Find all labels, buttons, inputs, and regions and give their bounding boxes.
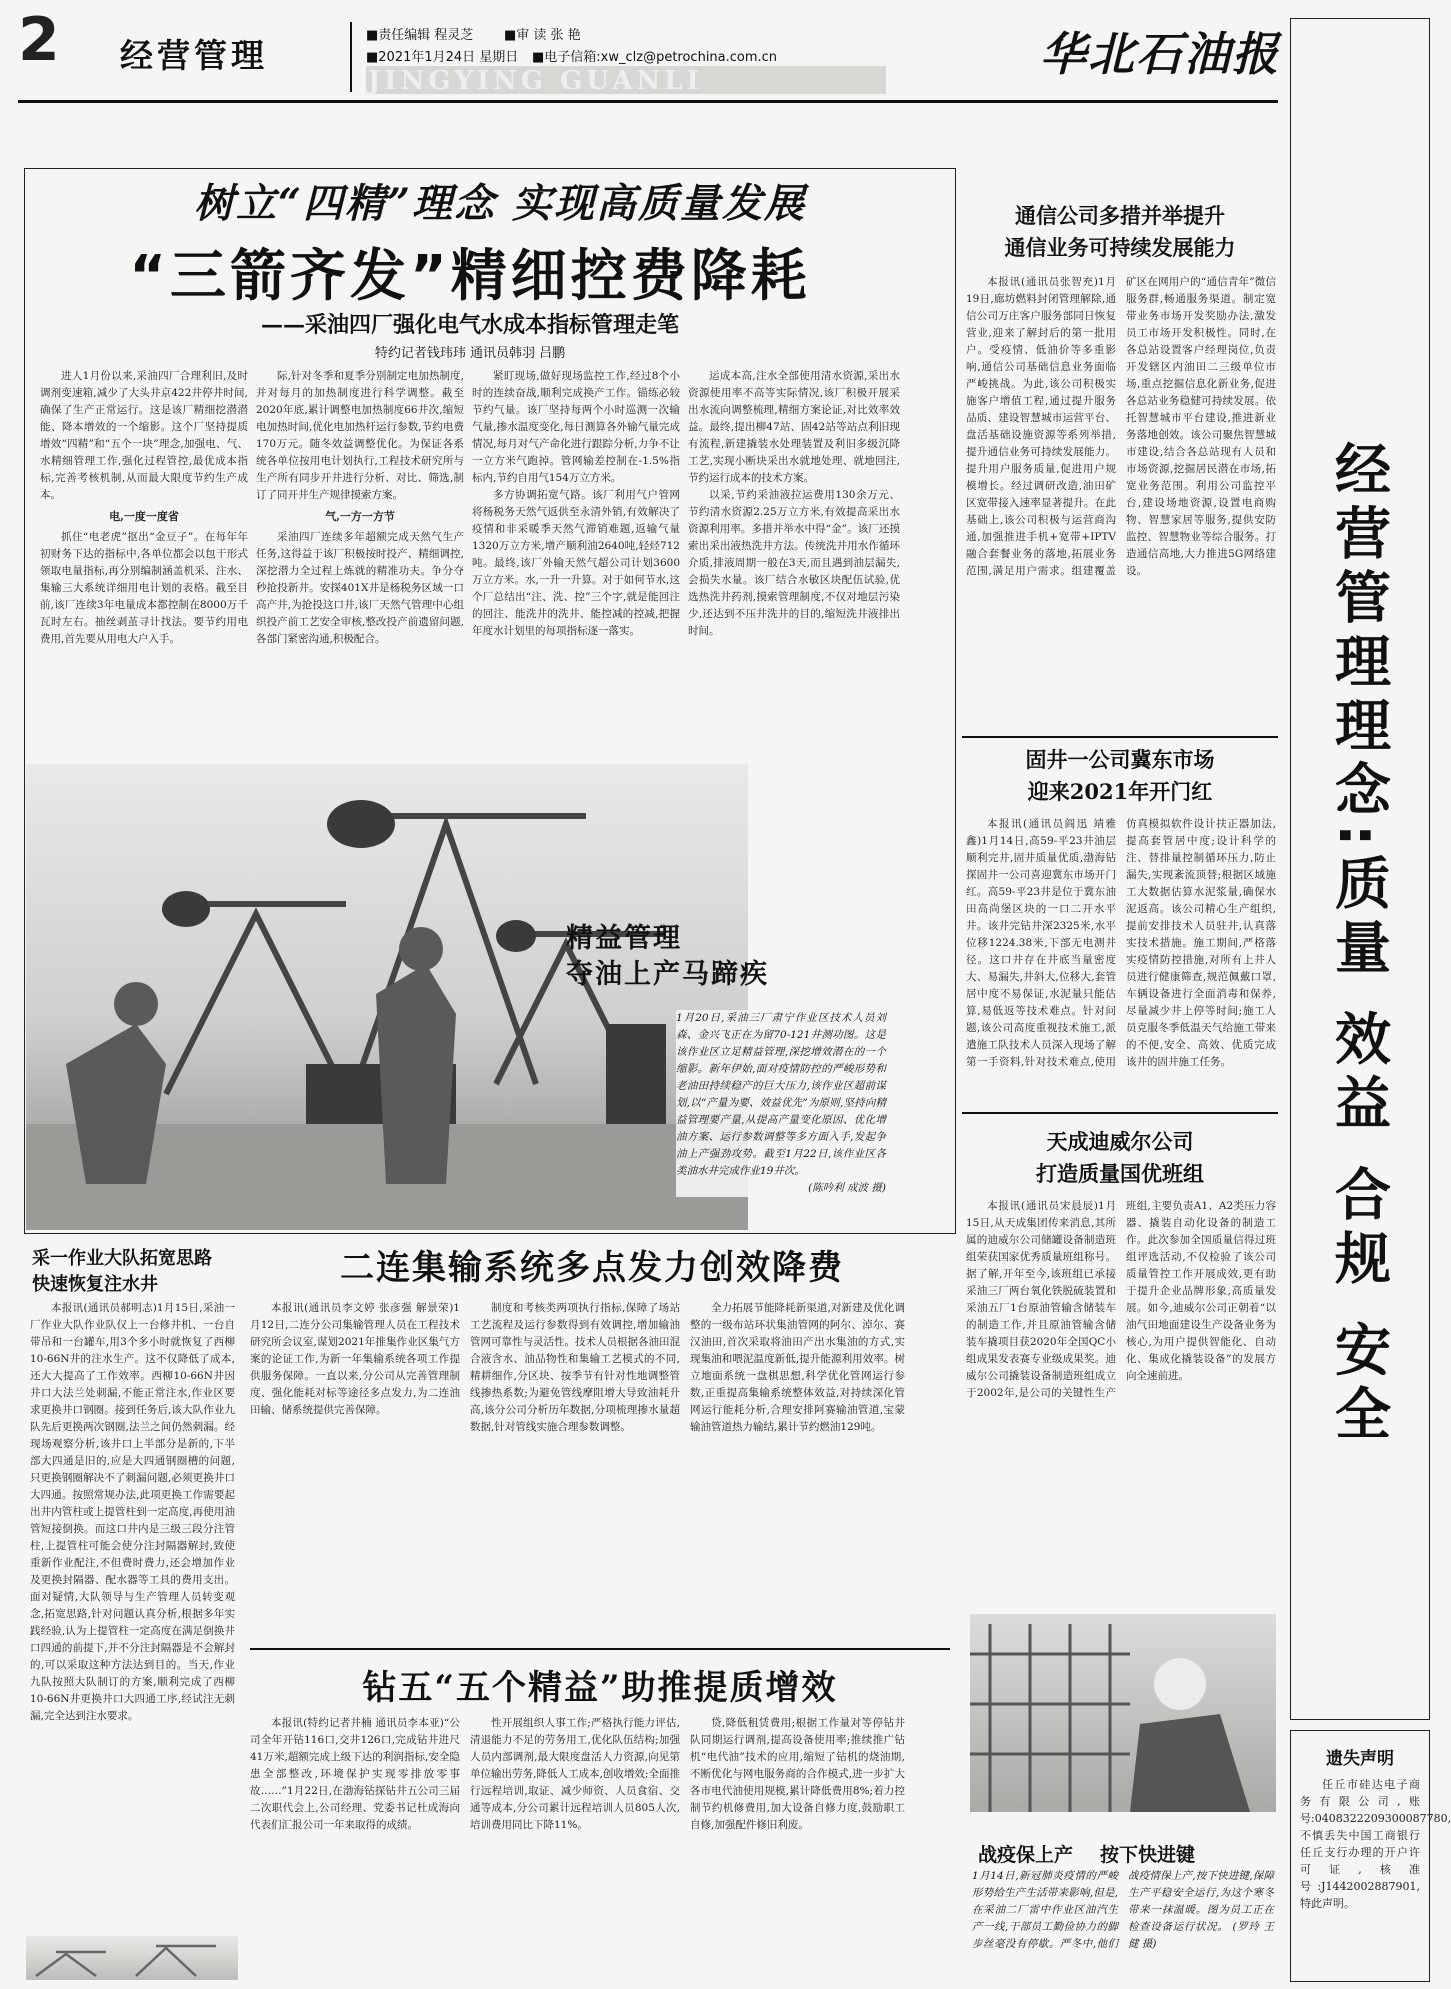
right-story-3-title-1: 天成迪威尔公司 bbox=[1046, 1129, 1194, 1154]
proof-credit: ■审 读 张 艳 bbox=[504, 28, 581, 43]
bottom-photo-title-1: 战疫保上产 bbox=[978, 1844, 1074, 1866]
story-b-col-3: 贷,降低租赁费用;根据工作量对等停钻井队同期运行调剂,提高设备使用率;推续推广钻机“电代油”技术的应用,缩短了钻机的烧油期,不断优化与网电服务商的合作模式,进一步扩大各市电代油使用规模,累计降低费用8%;着力控制节约机修费用,加大设备自修力度,鼓励职工自修,加强配件修旧利废。 bbox=[690, 1717, 905, 1831]
sidebar-story-body: 本报讯(通讯员郝明志)1月15日,采油一厂作业大队作业队仅上一台修井机、一台自带吊和一台罐车,用3个多小时就恢复了西柳10-66N井的注水生产。这不仅降低了成本,还大大提高了工作效率。西柳10-66N井因井口大法兰处刺漏,不能正常注水,作业区要求更换井口钢圈。接到任务后,该大队作业九队先后更换两次钢圈,法兰之间仍然刺漏。经现场观察分析,该井口上半部分是新的,下半部大四通是旧的,应是大四通钢圈槽的问题,只更换钢圈解决不了刺漏问题,必须更换井口大四通。按照常规办法,此项更换工作需要起出井内管柱或上提管柱到一定高度,再使用油管短接倒换。而这口井内是三级三段分注管柱,上提管柱可能会使分注封隔器解封,致使重新作业配注,不但费时费力,还会增加作业及更换封隔器、配水器等工具的费用支出。面对疑情,大队领导与生产管理人员转变观念,拓宽思路,针对问题认真分析,根据多年实践经验,认为上提管柱一定高度在满足倒换井口四通的前提下,并不分注封隔器是不会解封的,可以采取这种方法达到目的。当天,作业九队按照大队制订的方案,顺利完成了西柳10-66N井更换井口大四通工序,经试注无刺漏,完全达到注水要求。 bbox=[30, 1302, 235, 1722]
right-story-2-title-2: 迎来2021年开门红 bbox=[1027, 779, 1213, 804]
pumpjack-illustration bbox=[26, 764, 748, 1230]
right-divider-2 bbox=[962, 1112, 1278, 1114]
bottom-photo-caption: 1月14日,新冠肺炎疫情的严峻形势给生产生活带来影响,但是,在采油二厂雷中作业区油汽生产一线,干部员工勤俭协力的脚步丝毫没有停歇。严冬中,他们战疫情保上产,按下快进键,保障生产平稳安全运行,为这个寒冬带来一抹温暖。图为员工正在检查设备运行状况。 (罗玲 王健 摄) bbox=[972, 1870, 1275, 1950]
sidebar-skyline bbox=[26, 1936, 238, 1980]
email-address: ■电子信箱:xw_clz@petrochina.com.cn bbox=[532, 50, 778, 65]
right-story-2-body: 本报讯(通讯员阎迅 靖雅鑫)1月14日,高59-平23井油层顺利完井,固井质量优质,渤海钻探固井一公司喜迎冀东市场开门红。高59-平23井是位于冀东油田高尚堡区块的一口二开水平井。该井完钻井深2325米,水平位移1224.38米,下部无电测井径。这口井存在井底当量密度大、易漏失,井斜大,位移大,套管居中度不易保证,水泥量只能估算,易低返等技术难点。针对问题,该公司高度重视技术施工,派遣施工队技术人员深入现场了解第一手资料,针对技术难点,使用仿真模拟软件设计扶正器加法,提高套管居中度;设计科学的注、替排量控制循环压力,防止漏失,实现紊流顶替;根据区域施工大数据估算水泥浆量,确保水泥返高。该公司精心生产组织,提前安排技术人员驻井,认真落实技术措施。施工期间,严格落实疫情防控措施,对所有上井人员进行健康筛查,规范佩戴口罩,车辆设备进行全面消毒和保养,尽量减少井上停等时间;施工人员克服冬季低温天气给施工带来的不便,安全、高效、优质完成该井的固井施工任务。 bbox=[966, 818, 1276, 1068]
story-b-title: 钻五“五个精益”助推提质增效 bbox=[362, 1668, 838, 1708]
paper-logo: 华北石油报 bbox=[1040, 27, 1280, 81]
story-b-col-2: 性开展组织人事工作;严格执行能力评估,清退能力不足的劳务用工,优化队伍结构;加强人员内部调剂,最大限度盘活人力资源,向见第单位输出劳务,降低人工成本,创收增效;全面推行远程培训,取证、减少师资、人员食宿、交通等成本,分公司累计远程培训人员805人次,培训费用同比下降11%。 bbox=[470, 1717, 680, 1831]
story-a-col-3: 全力拓展节能降耗新渠道,对新建及优化调整的一级布站环状集油管网的阿尔、淖尔、赛汉油田,首次采取将油田产出水集油的方式,实现集油和喂泥温度新低,提升能源利用效率。树立地面系统一盘棋思想,科学优化管网运行参数,正重提高集输系统整体效益,对持续深化管网运行能耗分析,合理安排阿赛输油管道,宝蒙输油管道热力输结,累计节约燃油129吨。 bbox=[690, 1302, 905, 1433]
bottom-photo-credit: (罗玲 王健 摄) bbox=[1128, 1921, 1275, 1950]
right-story-3-title-2: 打造质量国优班组 bbox=[1036, 1161, 1204, 1186]
feature-byline: 特约记者钱玮玮 通讯员韩羽 吕鹏 bbox=[374, 346, 566, 361]
story-divider bbox=[250, 1648, 950, 1650]
feature-banner: 树立“四精”理念 实现高质量发展 bbox=[194, 180, 806, 227]
bottom-photo-title-2: 按下快进键 bbox=[1100, 1844, 1196, 1866]
masthead-divider bbox=[350, 22, 352, 92]
section-pinyin: JINGYING GUANLI bbox=[368, 66, 703, 96]
worker-illustration bbox=[970, 1614, 1276, 1812]
feature-title: “三箭齐发”精细控费降耗 bbox=[129, 244, 811, 309]
right-story-1-title-1: 通信公司多措并举提升 bbox=[1015, 204, 1225, 228]
feature-col-1: 进人1月份以来,采油四厂合理利旧,及时调剂变速箱,减少了大头井京422井停井时间,确保了生产正常运行。这是该厂精细挖潜潜能、降本增效的一个缩影。这个厂坚持提质增效“四精”和“五个一块”理念,加强电、气、水精细管理工作,强化过程管控,最优成本指标,完善考核机制,从而最大限度节约生产成本。 电,一度一度省 抓住“电老虎”抠出“金豆子”。在每年年初财务下达的指标中,各单位都会以包干形式领取电量指标,再分别编制涵盖机采、注水、集输三大系统详细用电计划的表格。截至目前,该厂连续3年电量成本都控制在8000万千瓦时左右。抽丝剥茧寻计找法。要节约用电费用,首先要从用电大户入手。 bbox=[40, 370, 248, 645]
feature-photo bbox=[26, 764, 748, 1230]
story-a-col-2: 制度和考核类两项执行指标,保障了场站工艺流程及运行参数得到有效调控,增加输油管网可靠性与灵活性。技术人员根据各油田混合液含水、油品物性和集输工艺模式的不同,精耕细作,分区块、按季节有针对性地调整管线掺热系数;为避免管线摩阻增大导致油耗升高,该分公司分析历年数据,分项梳理掺水量超数据,针对管线实施合理参数调整。 bbox=[470, 1302, 680, 1433]
photo-credit: (陈吟利 成波 摄) bbox=[808, 1182, 886, 1194]
right-story-1-title-2: 通信业务可持续发展能力 bbox=[1004, 236, 1236, 260]
sidebar-story-title-1: 采一作业大队拓宽思路 bbox=[32, 1248, 212, 1269]
photo-caption: 1月20日,采油三厂肃宁作业区技术人员刘森、金兴飞正在为留70-121井测功图。这是该作业区立足精益管理,深挖增效潜在的一个缩影。新年伊始,面对疫情防控的严峻形势和老油田持续稳产的巨大压力,该作业区超前谋划,以“产量为要、效益优先”为原则,坚持向精益管理要产量,从提高产量变化原因、优化增油方案、运行参数调整等多方面入手,发起争油上产强劲攻势。截至1月22日,该作业区各类油水井完成作业19井次。 (陈吟利 成波 摄) bbox=[676, 1010, 886, 1197]
section-title: 经营管理 bbox=[120, 36, 268, 75]
pumpjack-silhouette-icon bbox=[26, 1936, 238, 1980]
notice-title: 遗失声明 bbox=[1326, 1749, 1394, 1769]
vertical-slogan: 经营管理理念:质量 效益 合规 安全 bbox=[1326, 440, 1391, 1449]
feature-col-4: 运成本高,注水全部使用清水资源,采出水资源使用率不高等实际情况,该厂积极开展采出水流向调整梳理,精细方案论证,对比效率效益。最终,提出柳47站、固42站等站点利旧现有流程,新建撬装水处理装置及利旧多级沉降工艺,实现小断块采出水就地处理、就地回注,节约运行成本的技术方案。 以采,节约采油液拉运费用130余万元、节约清水资源2.25万立方米,有效提高采出水资源利用率。多措并举水中得“金”。该厂还摸索出采出液热洗井方法。传统洗井用水作循环介质,排液周期一般在3天,而且遇到油层漏失,会损失水量。该厂结合水敏区块配伍试验,优选热洗井药剂,摸索管理制度,不仅对地层污染少,还达到不压井洗井的目的,缩短洗井液排出时间。 bbox=[688, 370, 900, 637]
feature-subtitle: ——采油四厂强化电气水成本指标管理走笔 bbox=[260, 312, 679, 338]
photo-title-line2: 夺油上产马蹄疾 bbox=[566, 959, 769, 990]
header-rule bbox=[18, 100, 1278, 103]
story-a-col-1: 本报讯(通讯员李文婷 张彦强 解景荣)1月12日,二连分公司集输管理人员在工程技术研究所会议室,谋划2021年推集作业区集气方案的论证工作,为新一年集输系统各项工作提供服务保障。一直以来,分公司从完善管理制度、强化能耗对标等途径多点发力,为二连油田输、储系统提供完善保障。 bbox=[250, 1302, 460, 1416]
sidebar-story-title-2: 快速恢复注水井 bbox=[32, 1274, 158, 1295]
photo-title-line1: 精益管理 bbox=[566, 923, 682, 954]
notice-body: 任丘市硅达电子商务有限公司,账号:0408322209300087780,不慎丢失中国工商银行任丘支行办理的开户许可证,核准号:J1442002887901,特此声明。 bbox=[1300, 1778, 1451, 1910]
feature-col-2: 际,针对冬季和夏季分别制定电加热制度,并对每月的加热制度进行科学调整。截至2020年底,累计调整电加热制度66井次,缩短电加热时间,优化电加热杆运行参数,节约电费170万元。随冬效益调整优化。为保证各系统各单位按用电计划执行,工程技术研究所与生产所有同步开井进行分析、对比、筛选,制订了同开井生产规律摸索方案。 气,一方一方节 采油四厂连续多年超额完成天然气生产任务,这得益于该厂积极按时投产、精细调控,深挖潜力全过程上炼就的精准功夫。争分夺秒抢投新井。安探401X井是杨税务区域一口高产井,为抢投这口井,该厂天然气管理中心组织投产前工艺安全审核,整改投产前遗留问题,各部门紧密沟通,积极配合。 bbox=[256, 370, 464, 645]
right-story-2-title-1: 固井一公司冀东市场 bbox=[1025, 747, 1215, 772]
right-story-3-body: 本报讯(通讯员宋晨辰)1月15日,从天成集团传来消息,其所属的迪威尔公司储罐设备制造班组荣获国家优秀质量班组称号。据了解,开年至今,该班组已承接采油三厂两台氧化铁脱硫装置和采油五厂1台原油管输含储装车的制造工作,并且原油管输含储装车撬项目获2020年全国QC小组成果发表赛专业级成果奖。迪威尔公司撬装设备制造班组成立于2002年,是公司的关键性生产班组,主要负责A1、A2类压力容器、撬装自动化设备的制造工作。此次参加全国质量信得过班组评选活动,不仅检验了该公司质量管控工作开展成效,更有助于提升企业品牌形象,高质量发展。如今,迪威尔公司正朝着“以油气田地面建设生产设备业务为核心,为用户提供智能化、自动化、集成化撬装设备”的发展方向全速前进。 bbox=[966, 1200, 1276, 1399]
editor-credit: ■责任编辑 程灵芝 bbox=[366, 28, 474, 43]
right-divider-1 bbox=[962, 736, 1278, 738]
page-number: 2 bbox=[18, 5, 60, 75]
story-a-title: 二连集输系统多点发力创效降费 bbox=[340, 1248, 844, 1288]
issue-date: ■2021年1月24日 星期日 bbox=[366, 50, 519, 65]
feature-col-3: 紧盯现场,做好现场监控工作,经过8个小时的连续奋战,顺利完成换产工作。锚练必较节约气量。该厂坚持每两个小时巡测一次输气量,掺水温度变化,每日测算各外输气量完成情况,每月对气产命化进行跟踪分析,力争不让一立方米气跑掉。管网输差控制在-1.5%指标内,节约自用气154万立方米。 多方协调拓宽气路。该厂利用气户管网将杨税务天然气返供至永清外销,有效解决了疫情和非采暖季天然气滞销难题,返输气量1320万立方米,增产顺利油2640吨,轻烃712吨。最终,该厂外输天然气超公司计划3600万立方米。水,一升一升算。对于如何节水,这个厂总结出“注、洗、控”三个字,就是能回注的回注、能洗井的洗井、能控减的控减,把握年度水计划里的每项指标逐一落实。 bbox=[472, 370, 680, 637]
right-story-1-body: 本报讯(通讯员张智充)1月19日,廊坊燃料封闭管理解除,通信公司万庄客户服务部同日恢复营业,迎来了解封后的第一批用户。受疫情、低油价等多重影响,通信公司基础信息业务面临严峻挑战。为此,该公司积极实施客户增值工程,通过提升服务品质、建设智慧城市运营平台、盘活基础设施资源等系列举措,提升通信业务可持续发展能力。提升用户服务质量,促进用户规模增长。经过调研改造,油田矿区宽带接入速率显著提升。在此基础上,该公司积极与运营商沟通,加强推进手机+宽带+IPTV融合套餐业务的落地,拓展业务范围,满足用户需求。组建覆盖矿区在网用户的“通信青年”微信服务群,畅通服务渠道。制定宽带业务市场开发奖励办法,激发员工市场开发积极性。同时,在各总站设置客户经理岗位,负责开发辖区内油田二三级单位市场,重点挖掘信息化新业务,促进各总站业务稳健可持续发展。依托智慧城市平台建设,推进新业务落地创效。该公司聚焦智慧城市建设,结合各总站现有人员和市场资源,挖掘居民潜在市场,拓宽业务范围。利用公司监控平台,建设场地资源,设置电商购物、智慧家居等服务,提供安防监控、智慧物业等综合服务。打造通信高地,大力推进5G网络建设。 bbox=[966, 276, 1276, 577]
story-b-col-1: 本报讯(特约记者井楠 通讯员李本亚)“公司全年开钻116口,交井126口,完成钻井进尺41万米,超额完成上级下达的利润指标,安全隐患全部整改,环境保护实现零排放零事故……”1月22日,在渤海钻探钻井五公司三届二次职代会上,公司经理、党委书记杜成海向代表们汇报公司一年来取得的成绩。 bbox=[250, 1717, 460, 1831]
bottom-photo bbox=[970, 1614, 1276, 1812]
